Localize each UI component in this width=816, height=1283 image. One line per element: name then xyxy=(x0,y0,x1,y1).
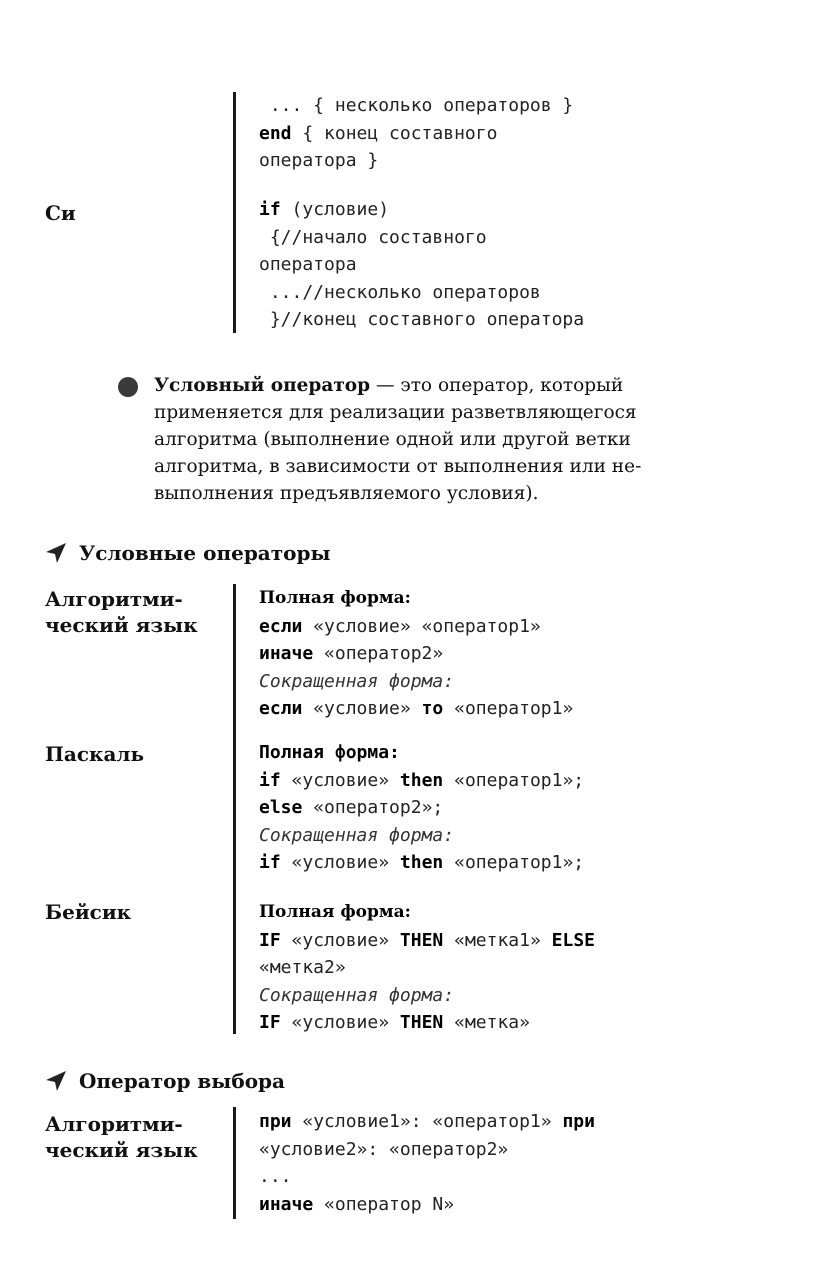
code-line: «условие2»: «оператор2» xyxy=(259,1138,509,1160)
code-keyword: если xyxy=(259,698,303,719)
pascal-continuation-code xyxy=(259,92,573,175)
table-divider-section1 xyxy=(233,584,236,1034)
code-line: «оператор2» xyxy=(313,643,444,664)
code-keyword: IF xyxy=(259,1012,281,1033)
code-keyword: then xyxy=(399,769,444,791)
section-title: Условные операторы xyxy=(79,541,331,565)
algo-select-code xyxy=(259,1108,595,1218)
c-code xyxy=(259,196,584,334)
code-keyword: иначе xyxy=(259,643,314,664)
code-line: «условие» xyxy=(280,929,400,951)
code-line: «условие» xyxy=(280,1012,400,1033)
table-divider-section2 xyxy=(233,1107,236,1219)
code-line: «оператор2»; xyxy=(302,797,444,818)
code-line: }//конец составного оператора xyxy=(259,309,585,330)
short-form-label: Сокращенная форма: xyxy=(259,984,455,1006)
pascal-label: Паскаль xyxy=(45,742,145,766)
code-line: «условие1»: «оператор1» xyxy=(291,1111,563,1132)
code-line: «условие» «оператор1» xyxy=(302,615,541,637)
code-line: «оператор1»; xyxy=(443,852,585,873)
code-line: «оператор1» xyxy=(443,698,574,719)
code-line: (условие) xyxy=(280,199,390,220)
table-divider-top xyxy=(233,92,236,333)
basic-code xyxy=(259,898,595,1037)
section-title: Оператор выбора xyxy=(79,1069,285,1093)
label-line: ческий язык xyxy=(45,1138,198,1162)
code-keyword: IF xyxy=(259,929,281,951)
algo-code xyxy=(259,584,573,723)
short-form-label: Сокращенная форма: xyxy=(259,824,455,846)
code-keyword: иначе xyxy=(259,1193,314,1215)
section-heading-conditional xyxy=(45,541,331,565)
code-line: ...//несколько операторов xyxy=(259,281,541,303)
code-line: «метка2» xyxy=(259,957,346,978)
navigation-arrow-icon xyxy=(45,1070,67,1092)
code-keyword: if xyxy=(259,852,281,873)
definition-text: — это оператор, который применяется для реализации разветвляющегося алгоритма (выполнение одной или другой ветки алгоритма, в зависимости от выполнения или не-выполнения предъявляемого условия). xyxy=(154,375,642,504)
pascal-code xyxy=(259,739,584,877)
full-form-label: Полная форма: xyxy=(259,588,411,608)
code-line: «условие» xyxy=(280,769,400,791)
code-keyword: ELSE xyxy=(551,929,595,951)
code-line: {//начало составного xyxy=(259,226,487,248)
code-keyword: else xyxy=(259,797,303,818)
definition-term: Условный оператор xyxy=(154,375,371,396)
algo-label xyxy=(45,586,198,638)
algo-select-label xyxy=(45,1111,198,1163)
code-keyword: при xyxy=(562,1111,595,1132)
code-keyword: end xyxy=(259,122,292,144)
code-line: «оператор1»; xyxy=(443,769,585,791)
label-line: ческий язык xyxy=(45,613,198,637)
short-form-label: Сокращенная форма: xyxy=(259,670,455,692)
code-line: { конец составного xyxy=(291,122,498,144)
c-label: Си xyxy=(45,201,76,225)
code-line: ... xyxy=(259,1166,292,1187)
full-form-label: Полная форма: xyxy=(259,742,400,763)
code-line: оператора xyxy=(259,254,357,275)
code-keyword: then xyxy=(399,852,444,873)
full-form-label: Полная форма: xyxy=(259,902,411,922)
code-line: оператора } xyxy=(259,150,379,171)
bullet-dot-icon xyxy=(118,377,138,397)
code-line: ... { несколько операторов } xyxy=(259,95,574,116)
navigation-arrow-icon xyxy=(45,542,67,564)
code-line: «метка1» xyxy=(443,929,552,951)
label-line: Алгоритми- xyxy=(45,587,183,611)
code-keyword: if xyxy=(259,769,281,791)
section-heading-switch xyxy=(45,1069,285,1093)
basic-label: Бейсик xyxy=(45,900,132,924)
code-keyword: if xyxy=(259,199,281,220)
code-keyword: при xyxy=(259,1111,292,1132)
definition-paragraph xyxy=(154,372,734,507)
code-keyword: то xyxy=(421,698,444,719)
code-line: «условие» xyxy=(280,852,400,873)
code-keyword: THEN xyxy=(399,1012,444,1033)
label-line: Алгоритми- xyxy=(45,1112,183,1136)
code-line: «оператор N» xyxy=(313,1193,455,1215)
code-line: «метка» xyxy=(443,1012,530,1033)
code-keyword: если xyxy=(259,615,303,637)
code-keyword: THEN xyxy=(399,929,444,951)
code-line: «условие» xyxy=(302,698,422,719)
